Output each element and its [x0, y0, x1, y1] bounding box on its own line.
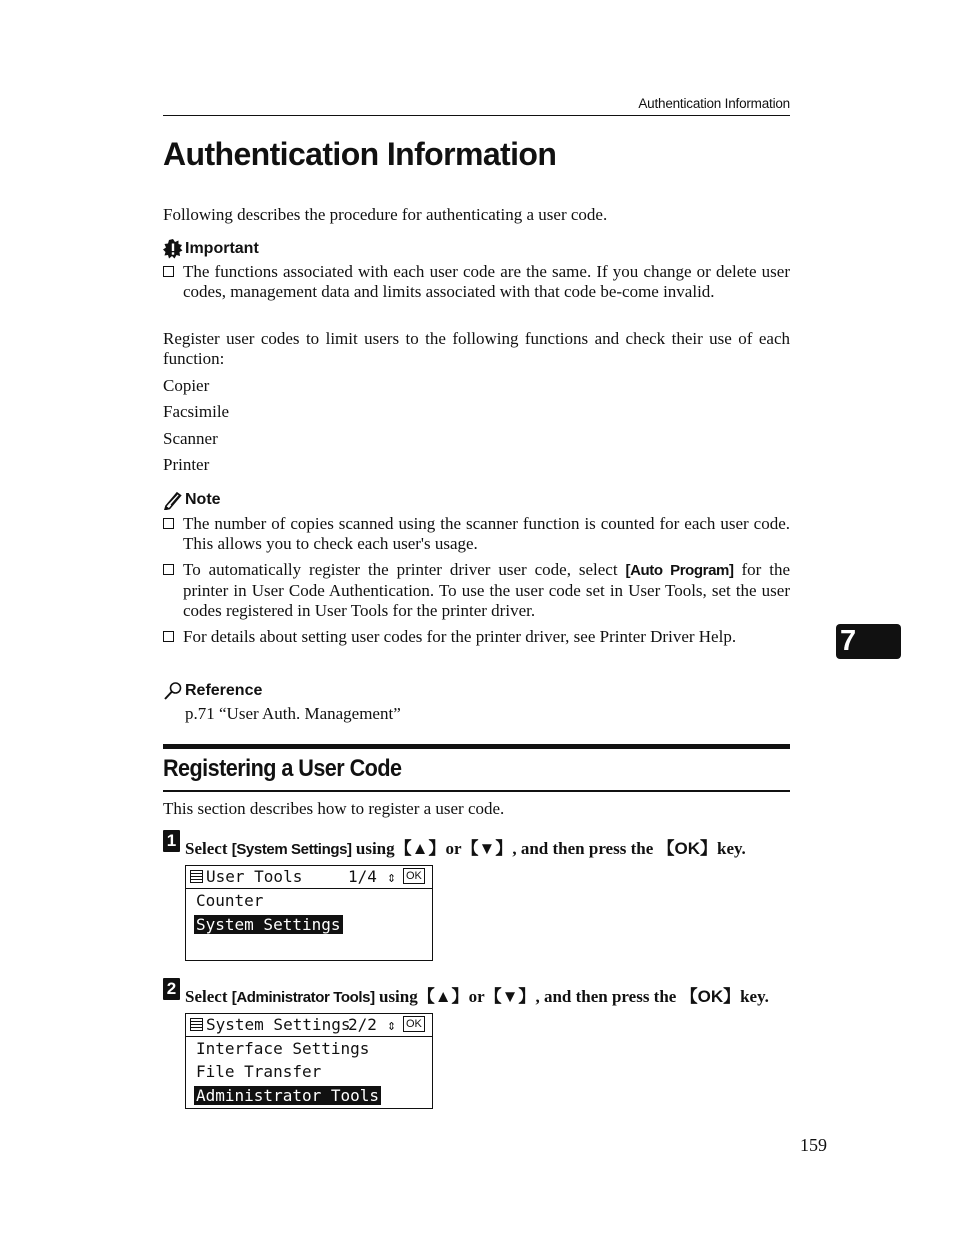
- menu-icon: [190, 1018, 203, 1031]
- function-item: Copier: [163, 376, 210, 395]
- page-number: 159: [800, 1135, 827, 1155]
- checkbox-bullet-icon: [163, 631, 174, 642]
- checkbox-bullet-icon: [163, 564, 174, 575]
- ok-icon: OK: [403, 868, 425, 884]
- lcd-menu-item-selected[interactable]: Administrator Tools: [196, 1086, 380, 1105]
- section-intro: This section describes how to register a user code.: [163, 799, 505, 818]
- ok-key: 【OK】: [680, 987, 741, 1006]
- administrator-tools-key: [Administrator Tools]: [231, 989, 375, 1006]
- function-item: Scanner: [163, 429, 218, 448]
- register-paragraph: Register user codes to limit users to the following functions and check their use of each function:: [163, 329, 790, 368]
- step-instruction: Select [System Settings] using【▲】or【▼】, and then press the 【OK】key.: [185, 839, 746, 858]
- lcd-screen: [185, 865, 433, 961]
- note-item: To automatically register the printer driver user code, select [Auto Program] for the printer in User Code Authentication. To use the user code set in User Tools, set the user codes registered in User Tools for the printer driver.: [163, 560, 790, 621]
- auto-program-key: [Auto Program]: [625, 562, 734, 579]
- function-item: Facsimile: [163, 402, 230, 421]
- header-rule: [163, 115, 790, 116]
- running-head: Authentication Information: [638, 96, 790, 111]
- intro-paragraph: Following describes the procedure for authenticating a user code.: [163, 205, 608, 224]
- note-heading: [163, 489, 221, 511]
- important-heading-label: Important: [185, 240, 259, 257]
- lcd-screen: [185, 1013, 433, 1109]
- step-number: 2: [163, 978, 180, 1000]
- checkbox-bullet-icon: [163, 518, 174, 529]
- note-item: For details about setting user codes for the printer driver, see Printer Driver Help.: [163, 627, 790, 647]
- function-item: Printer: [163, 455, 210, 474]
- important-item: The functions associated with each user code are the same. If you change or delete user codes, management data and limits associated with that code be-come invalid.: [163, 262, 790, 302]
- up-key: 【▲】: [417, 987, 469, 1006]
- magnifier-icon: [163, 680, 185, 702]
- up-key: 【▲】: [394, 839, 446, 858]
- lcd-menu-item-selected[interactable]: System Settings: [196, 915, 341, 934]
- step-instruction: Select [Administrator Tools] using【▲】or【▼】, and then press the 【OK】key.: [185, 987, 769, 1006]
- lcd-menu-item[interactable]: Interface Settings: [196, 1039, 370, 1058]
- menu-icon: [190, 870, 203, 883]
- chapter-tab[interactable]: 7: [836, 624, 901, 659]
- down-key: 【▼】: [461, 839, 513, 858]
- reference-heading: [163, 680, 262, 702]
- ok-icon: OK: [403, 1016, 425, 1032]
- system-settings-key: [System Settings]: [231, 841, 352, 858]
- reference-link[interactable]: p.71 “User Auth. Management”: [185, 704, 401, 723]
- pencil-icon: [163, 489, 185, 511]
- checkbox-bullet-icon: [163, 266, 174, 277]
- lcd-title-bar: System Settings 2/2 ⇕ OK: [186, 1014, 432, 1037]
- important-icon: [163, 238, 185, 260]
- section-rule-thick: [163, 744, 790, 749]
- step-number: 1: [163, 830, 180, 852]
- scroll-arrows-icon: ⇕: [387, 868, 397, 886]
- important-heading: [163, 238, 259, 260]
- section-title: Registering a User Code: [163, 755, 402, 782]
- ok-key: 【OK】: [657, 839, 717, 858]
- scroll-arrows-icon: ⇕: [387, 1016, 397, 1034]
- lcd-menu-item[interactable]: Counter: [196, 891, 264, 910]
- reference-heading-label: Reference: [185, 682, 263, 699]
- down-key: 【▼】: [484, 987, 536, 1006]
- section-rule-thin: [163, 790, 790, 792]
- page-title: Authentication Information: [163, 136, 557, 172]
- note-item: The number of copies scanned using the scanner function is counted for each user code. This allows you to check each user's usage.: [163, 514, 790, 554]
- note-heading-label: Note: [185, 491, 221, 508]
- lcd-title-bar: User Tools 1/4 ⇕ OK: [186, 866, 432, 889]
- lcd-menu-item[interactable]: File Transfer: [196, 1062, 322, 1081]
